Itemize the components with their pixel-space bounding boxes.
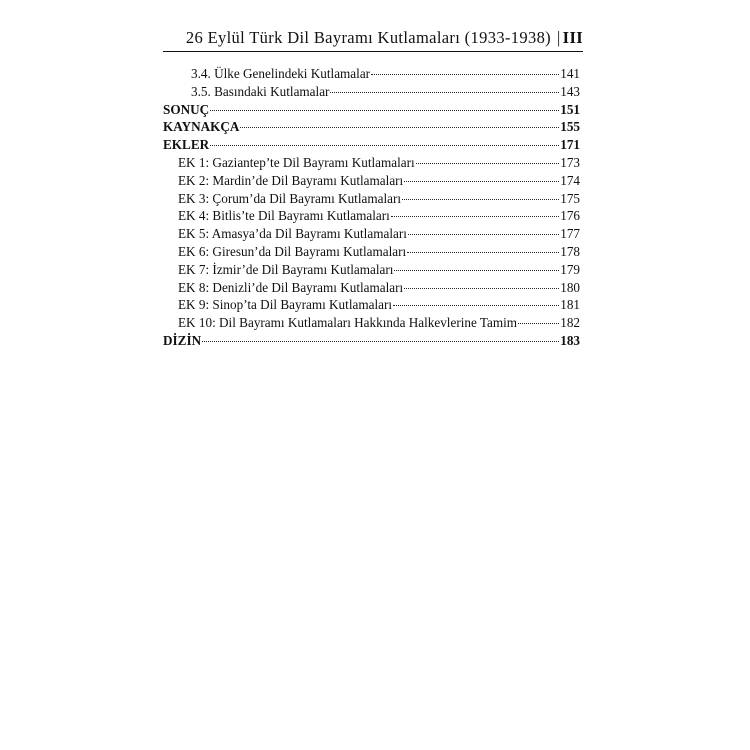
toc-entry-3-5[interactable] [163, 83, 580, 101]
toc-entry-title: KAYNAKÇA [163, 119, 240, 135]
toc-entry-title: DİZİN [163, 332, 202, 348]
toc-entry-ek-10[interactable] [163, 314, 580, 332]
toc-entry-page: 182 [560, 315, 580, 331]
toc-entry-title: EK 2: Mardin’de Dil Bayramı Kutlamaları [178, 172, 404, 188]
running-header [163, 28, 583, 48]
dot-leader [391, 216, 559, 217]
toc-entry-title: EK 6: Giresun’da Dil Bayramı Kutlamaları [178, 243, 407, 259]
dot-leader [202, 341, 559, 342]
toc-entry-page: 183 [560, 332, 580, 348]
toc-entry-page: 177 [560, 226, 580, 242]
dot-leader [330, 92, 559, 93]
header-page-number: III [562, 28, 583, 47]
header-separator: | [557, 28, 561, 47]
toc-entry-title: EKLER [163, 137, 210, 153]
dot-leader [393, 305, 559, 306]
dot-leader [404, 288, 559, 289]
dot-leader [404, 181, 559, 182]
dot-leader [240, 127, 559, 128]
toc-entry-page: 151 [560, 101, 580, 117]
toc-entry-title: 3.5. Basındaki Kutlamalar [191, 83, 330, 99]
toc-entry-kaynakca[interactable] [163, 118, 580, 136]
toc-entry-ek-2[interactable] [163, 172, 580, 190]
dot-leader [518, 323, 559, 324]
toc-entry-ekler[interactable] [163, 136, 580, 154]
dot-leader [394, 270, 559, 271]
dot-leader [416, 163, 560, 164]
toc-entry-page: 176 [560, 208, 580, 224]
dot-leader [408, 234, 559, 235]
toc-entry-3-4[interactable] [163, 65, 580, 83]
header-rule [163, 51, 583, 52]
toc-entry-page: 179 [560, 261, 580, 277]
toc-entry-ek-1[interactable] [163, 154, 580, 172]
toc-entry-page: 173 [560, 154, 580, 170]
toc-entry-title: EK 3: Çorum’da Dil Bayramı Kutlamaları [178, 190, 402, 206]
toc-entry-title: EK 10: Dil Bayramı Kutlamaları Hakkında Halkevlerine Tamim [178, 315, 518, 331]
dot-leader [210, 110, 559, 111]
header-title: 26 Eylül Türk Dil Bayramı Kutlamaları (1933-1938) [185, 28, 552, 47]
toc-entry-sonuc[interactable] [163, 101, 580, 119]
table-of-contents [163, 65, 580, 350]
toc-entry-page: 155 [560, 119, 580, 135]
toc-entry-ek-7[interactable] [163, 261, 580, 279]
toc-entry-title: EK 9: Sinop’ta Dil Bayramı Kutlamaları [178, 297, 393, 313]
toc-entry-ek-8[interactable] [163, 279, 580, 297]
toc-entry-title: SONUÇ [163, 101, 210, 117]
toc-entry-page: 143 [560, 83, 580, 99]
toc-entry-page: 178 [560, 243, 580, 259]
toc-entry-ek-9[interactable] [163, 296, 580, 314]
toc-entry-title: EK 5: Amasya’da Dil Bayramı Kutlamaları [178, 226, 407, 242]
toc-entry-ek-5[interactable] [163, 225, 580, 243]
toc-entry-page: 181 [560, 297, 580, 313]
toc-entry-page: 175 [560, 190, 580, 206]
dot-leader [407, 252, 559, 253]
toc-entry-title: EK 4: Bitlis’te Dil Bayramı Kutlamaları [178, 208, 390, 224]
toc-entry-page: 180 [560, 279, 580, 295]
toc-entry-title: EK 7: İzmir’de Dil Bayramı Kutlamaları [178, 261, 394, 277]
toc-entry-page: 171 [560, 137, 580, 153]
toc-entry-ek-4[interactable] [163, 207, 580, 225]
dot-leader [402, 199, 559, 200]
toc-entry-title: EK 8: Denizli’de Dil Bayramı Kutlamaları [178, 279, 404, 295]
toc-entry-title: EK 1: Gaziantep’te Dil Bayramı Kutlamaları [178, 154, 415, 170]
toc-entry-title: 3.4. Ülke Genelindeki Kutlamalar [191, 66, 371, 81]
toc-entry-page: 174 [560, 172, 580, 188]
toc-entry-dizin[interactable] [163, 332, 580, 350]
dot-leader [210, 145, 559, 146]
toc-entry-ek-6[interactable] [163, 243, 580, 261]
toc-entry-page: 141 [560, 66, 580, 81]
toc-entry-ek-3[interactable] [163, 190, 580, 208]
dot-leader [371, 74, 559, 75]
